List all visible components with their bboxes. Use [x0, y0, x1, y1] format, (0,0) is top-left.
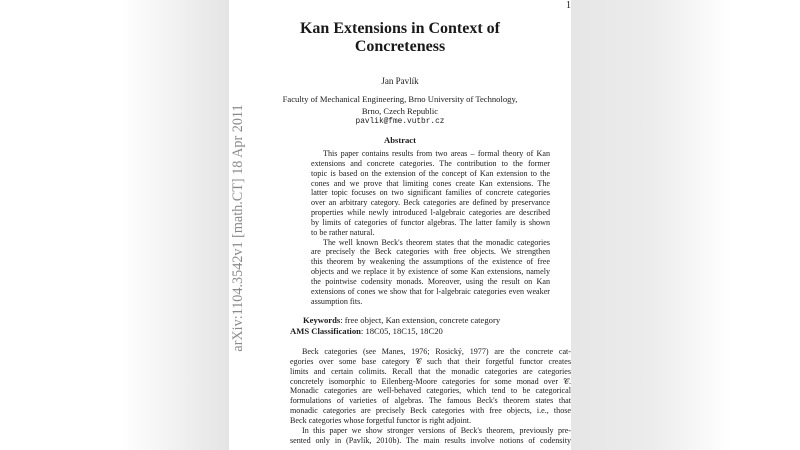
abstract-line: cones and we prove that limiting cones create Kan extensions. The — [311, 178, 550, 188]
body-line: egories over some base category 𝒞 such that their forgetful functor creates — [290, 356, 571, 366]
keywords-value: : free object, Kan extension, concrete category — [340, 315, 501, 325]
body-line: Beck categories (see Manes, 1976; Rosický, 1977) are the concrete cat- — [302, 347, 571, 356]
abstract-line: This paper contains results from two areas – formal theory of Kan — [323, 149, 550, 158]
body-line: limits and certain colimits. Recall that the monadic categories are categories — [290, 366, 571, 376]
keywords — [303, 315, 500, 325]
body-line: formulations of varieties of algebras. The famous Beck's theorem states that — [290, 396, 571, 406]
body-line: Monadic categories are well-behaved categories, which tend to be categorical — [290, 386, 571, 396]
abstract-line: extensions and concrete categories. The contribution to the former — [311, 158, 550, 168]
abstract-line: the pointwise codensity monads. Moreover, using the result on Kan — [311, 276, 550, 286]
body-line: sented only in (Pavlík, 2010b). The main results involve notions of codensity — [290, 435, 571, 445]
body-line: Beck categories whose forgetful functor is right adjoint. — [290, 415, 472, 425]
viewer-background-left — [120, 0, 230, 450]
ams-classification — [290, 326, 443, 336]
viewer-background-right — [571, 0, 731, 450]
body-text — [290, 347, 571, 445]
page-number: 1 — [566, 0, 571, 11]
affiliation-line-2: Brno, Czech Republic — [361, 106, 439, 116]
arxiv-stamp: arXiv:1104.3542v1 [math.CT] 18 Apr 2011 — [230, 104, 246, 352]
ams-label: AMS Classification — [290, 326, 361, 336]
abstract-line: extensions of cones we show that for l-algebraic categories even weaker — [311, 286, 550, 296]
abstract-heading: Abstract — [384, 135, 416, 145]
abstract-line: are precisely the Beck categories with free objects. We strengthen — [311, 247, 550, 257]
paper-title-line-2: Concreteness — [354, 38, 446, 55]
author-email[interactable]: pavlik@fme.vutbr.cz — [355, 118, 445, 126]
keywords-label: Keywords — [303, 315, 341, 325]
paper-title-line-1: Kan Extensions in Context of — [299, 20, 501, 37]
author: Jan Pavlík — [381, 76, 419, 86]
abstract-line: to be rather natural. — [311, 227, 375, 237]
pdf-page — [229, 0, 571, 450]
ams-value: : 18C05, 18C15, 18C20 — [360, 326, 443, 336]
abstract-text — [311, 149, 550, 307]
body-line: In this paper we show stronger versions of Beck's theorem, previously pre- — [302, 425, 571, 435]
abstract-line: by limits of categories of functor algebras. The latter family is shown — [311, 217, 550, 227]
abstract-line: objects and we replace it by existence of some Kan extensions, namely — [311, 267, 550, 277]
body-line: monadic categories are precisely Beck categories with free objects, i.e., those — [290, 406, 571, 416]
affiliation-line-1: Faculty of Mechanical Engineering, Brno University of Technology, — [282, 94, 518, 104]
body-line: concretely isomorphic to Eilenberg-Moore categories for some monad over 𝒞. — [290, 376, 571, 386]
abstract-line: properties while newly introduced l-algebraic categories are described — [311, 208, 550, 218]
abstract-line: topic is based on the extension of the concept of Kan extension to the — [311, 168, 550, 178]
abstract-line: over an arbitrary category. Beck categories are defined by preservance — [311, 198, 550, 208]
abstract-line: assumption fits. — [311, 296, 363, 306]
abstract-line: latter topic focuses on two significant families of concrete categories — [311, 188, 550, 198]
abstract-line: this theorem by weakening the assumptions of the existence of free — [311, 257, 550, 267]
abstract-line: The well known Beck's theorem states that the monadic categories — [323, 237, 550, 247]
